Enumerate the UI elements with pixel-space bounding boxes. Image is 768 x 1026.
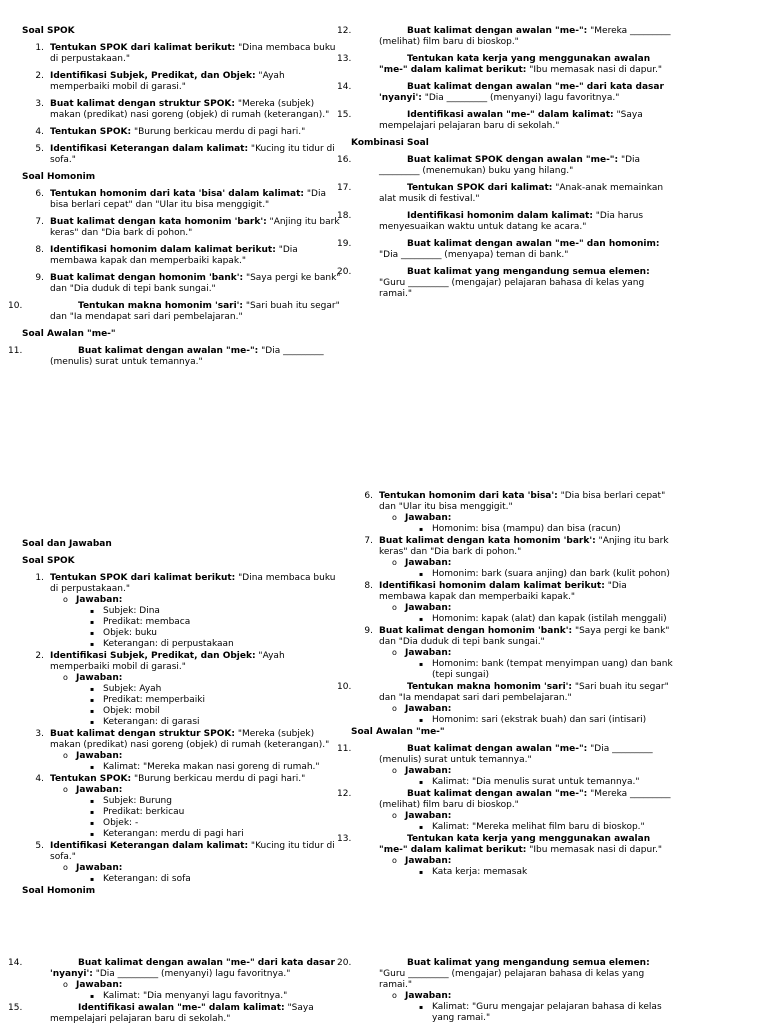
question-item (337, 267, 673, 300)
question-number: 14. (8, 958, 23, 968)
question-item (337, 789, 673, 833)
question-text: "Dia _________ (menulis) surat untuk temannya." (50, 346, 324, 367)
answer-block (50, 595, 344, 650)
question-number: 13. (337, 834, 352, 844)
question-text: "Kucing itu tidur di sofa." (50, 841, 335, 862)
question-item (337, 239, 673, 261)
question-instruction: Buat kalimat dengan awalan "me-": (407, 789, 588, 799)
answer-list (405, 569, 673, 580)
question-item (337, 183, 673, 205)
question-number: 20. (337, 958, 352, 968)
question-item (337, 744, 673, 788)
answer-list (405, 614, 673, 625)
question-item (337, 54, 673, 76)
answer-list (405, 867, 673, 878)
question-item (337, 155, 673, 177)
question-item (351, 491, 673, 535)
question-number: 2. (35, 71, 44, 81)
answer-list (76, 796, 344, 840)
section-heading: Soal Awalan "me-" (22, 329, 116, 339)
answer-label: o Jawaban: (405, 648, 673, 659)
answer-item: ▪ Keterangan: merdu di pagi hari (103, 829, 344, 840)
answer-label: o Jawaban: (405, 811, 673, 822)
answer-item: ▪ Kata kerja: memasak (432, 867, 673, 878)
question-item (351, 581, 673, 625)
question-instruction: Buat kalimat dengan struktur SPOK: (50, 729, 235, 739)
question-item (22, 841, 344, 885)
question-text: "Sari buah itu segar" dan "Ia mendapat sari dari pembelajaran." (379, 682, 669, 703)
answer-block (379, 648, 673, 681)
question-number: 10. (8, 301, 23, 311)
question-item (22, 71, 344, 93)
question-item (22, 774, 344, 840)
answer-block (50, 673, 344, 728)
answer-item: ▪ Kalimat: "Guru mengajar pelajaran bahasa di kelas yang ramai." (432, 1002, 673, 1024)
question-text: "Dia _________ (menemukan) buku yang hilang." (379, 155, 641, 176)
question-instruction: Identifikasi awalan "me-" dalam kalimat: (78, 1003, 285, 1013)
question-text: "Dia membawa kapak dan memperbaiki kapak." (379, 581, 627, 602)
answer-item: ▪ Kalimat: "Dia menyanyi lagu favoritnya." (103, 991, 344, 1002)
question-number: 18. (337, 211, 352, 221)
question-number: 1. (35, 43, 44, 53)
question-instruction: Tentukan SPOK dari kalimat berikut: (50, 43, 236, 53)
question-text: "Mereka _________ (melihat) film baru di bioskop." (379, 789, 671, 810)
answer-item: ▪ Homonim: kapak (alat) dan kapak (istilah menggali) (432, 614, 673, 625)
question-instruction: Buat kalimat dengan awalan "me-": (78, 346, 259, 356)
question-text: "Dina membaca buku di perpustakaan." (50, 43, 336, 64)
section-heading: Kombinasi Soal (351, 138, 429, 148)
question-item (351, 536, 673, 580)
question-text: "Dia _________ (menyanyi) lagu favoritnya." (92, 969, 291, 979)
question-instruction: Buat kalimat dengan awalan "me-" dari kata dasar 'nyanyi': (379, 82, 664, 103)
question-item (337, 82, 673, 104)
question-number: 7. (35, 217, 44, 227)
answer-label: o Jawaban: (76, 863, 344, 874)
answer-label: o Jawaban: (405, 513, 673, 524)
question-text: "Ayah memperbaiki mobil di garasi." (50, 71, 285, 92)
answer-label: o Jawaban: (76, 595, 344, 606)
question-number: 20. (337, 267, 352, 277)
question-text: "Guru _________ (mengajar) pelajaran bahasa di kelas yang ramai." (379, 969, 645, 990)
question-instruction: Tentukan homonim dari kata 'bisa': (379, 491, 558, 501)
question-number: 15. (337, 110, 352, 120)
answer-list (76, 991, 344, 1002)
question-item (337, 834, 673, 878)
question-number: 5. (35, 144, 44, 154)
question-text: "Ibu memasak nasi di dapur." (526, 845, 663, 855)
question-text: "Dina membaca buku di perpustakaan." (50, 573, 336, 594)
question-item (22, 651, 344, 728)
question-instruction: Buat kalimat dengan awalan "me-": (407, 744, 588, 754)
question-number: 11. (337, 744, 352, 754)
question-instruction: Tentukan SPOK dari kalimat berikut: (50, 573, 236, 583)
question-item (337, 110, 673, 132)
question-instruction: Identifikasi Keterangan dalam kalimat: (50, 144, 249, 154)
answer-list (405, 1002, 673, 1024)
question-text: "Ibu memasak nasi di dapur." (526, 65, 663, 75)
question-number: 3. (35, 729, 44, 739)
question-number: 19. (337, 239, 352, 249)
question-item (337, 211, 673, 233)
answer-item: ▪ Kalimat: "Dia menulis surat untuk temannya." (432, 777, 673, 788)
question-item (351, 626, 673, 681)
question-number: 17. (337, 183, 352, 193)
question-number: 2. (35, 651, 44, 661)
question-text: "Kucing itu tidur di sofa." (50, 144, 335, 165)
answer-item: ▪ Keterangan: di perpustakaan (103, 639, 344, 650)
question-text: "Dia bisa berlari cepat" dan "Ular itu bisa menggigit." (379, 491, 666, 512)
answer-block (379, 603, 673, 625)
question-text: "Anak-anak memainkan alat musik di festival." (379, 183, 664, 204)
question-item (22, 127, 344, 138)
question-text: "Guru _________ (mengajar) pelajaran bahasa di kelas yang ramai." (379, 278, 645, 299)
question-instruction: Identifikasi homonim dalam kalimat berikut: (379, 581, 605, 591)
answer-label: o Jawaban: (405, 558, 673, 569)
section-heading: Soal Homonim (22, 886, 96, 896)
question-number: 11. (8, 346, 23, 356)
question-instruction: Tentukan homonim dari kata 'bisa' dalam kalimat: (50, 189, 305, 199)
question-instruction: Tentukan makna homonim 'sari': (407, 682, 573, 692)
question-text: "Mereka (subjek) makan (predikat) nasi goreng (objek) di rumah (keterangan)." (50, 99, 330, 120)
question-instruction: Buat kalimat dengan awalan "me-" dari kata dasar 'nyanyi': (50, 958, 335, 979)
section-heading: Soal SPOK (22, 26, 75, 36)
answer-label: o Jawaban: (405, 856, 673, 867)
answer-list (405, 659, 673, 681)
question-number: 7. (364, 536, 373, 546)
question-text: "Saya pergi ke bank" dan "Dia duduk di tepi bank sungai." (379, 626, 670, 647)
answer-list (76, 684, 344, 728)
question-instruction: Tentukan SPOK dari kalimat: (407, 183, 553, 193)
question-number: 3. (35, 99, 44, 109)
question-item (22, 245, 344, 267)
question-text: "Mereka (subjek) makan (predikat) nasi goreng (objek) di rumah (keterangan)." (50, 729, 330, 750)
question-number: 4. (35, 774, 44, 784)
page3-right-column (337, 958, 673, 1025)
question-text: "Anjing itu bark keras" dan "Dia bark di pohon." (50, 217, 340, 238)
question-instruction: Buat kalimat yang mengandung semua elemen: (407, 267, 650, 277)
question-instruction: Identifikasi Subjek, Predikat, dan Objek: (50, 71, 256, 81)
answer-list (405, 822, 673, 833)
question-instruction: Tentukan makna homonim 'sari': (78, 301, 244, 311)
question-number: 10. (337, 682, 352, 692)
answer-item: ▪ Objek: - (103, 818, 344, 829)
question-number: 4. (35, 127, 44, 137)
answer-item: ▪ Predikat: membaca (103, 617, 344, 628)
question-item (22, 144, 344, 166)
question-number: 6. (35, 189, 44, 199)
question-text: "Dia _________ (menyanyi) lagu favoritnya." (421, 93, 620, 103)
answer-block (379, 513, 673, 535)
answer-item: ▪ Kalimat: "Mereka melihat film baru di bioskop." (432, 822, 673, 833)
question-item (8, 1003, 344, 1025)
question-instruction: Identifikasi Keterangan dalam kalimat: (50, 841, 249, 851)
question-text: "Dia _________ (menulis) surat untuk temannya." (379, 744, 653, 765)
question-instruction: Tentukan SPOK: (50, 774, 132, 784)
page3-left-column (8, 958, 344, 1026)
question-instruction: Identifikasi homonim dalam kalimat berikut: (50, 245, 276, 255)
answer-block (379, 558, 673, 580)
question-item (22, 43, 344, 65)
question-number: 15. (8, 1003, 23, 1013)
question-number: 9. (35, 273, 44, 283)
question-instruction: Buat kalimat dengan struktur SPOK: (50, 99, 235, 109)
question-number: 1. (35, 573, 44, 583)
page1-right-column (337, 26, 673, 306)
question-item (8, 958, 344, 1002)
answer-label: o Jawaban: (76, 673, 344, 684)
question-text: "Dia bisa berlari cepat" dan "Ular itu bisa menggigit." (50, 189, 326, 210)
question-instruction: Identifikasi Subjek, Predikat, dan Objek: (50, 651, 256, 661)
question-text: "Burung berkicau merdu di pagi hari." (131, 127, 306, 137)
question-instruction: Buat kalimat dengan kata homonim 'bark': (379, 536, 596, 546)
question-text: "Saya pergi ke bank" dan "Dia duduk di tepi bank sungai." (50, 273, 341, 294)
question-item (22, 573, 344, 650)
question-text: "Dia _________ (menyapa) teman di bank." (379, 250, 569, 260)
answer-list (405, 524, 673, 535)
section-heading: Soal Awalan "me-" (351, 727, 445, 737)
question-item (8, 301, 344, 323)
answer-item: ▪ Subjek: Burung (103, 796, 344, 807)
answer-item: ▪ Homonim: bank (tempat menyimpan uang) dan bank (tepi sungai) (432, 659, 673, 681)
answer-item: ▪ Objek: mobil (103, 706, 344, 717)
answer-label: o Jawaban: (76, 751, 344, 762)
answer-item: ▪ Homonim: bisa (mampu) dan bisa (racun) (432, 524, 673, 535)
answer-label: o Jawaban: (405, 603, 673, 614)
question-item (22, 217, 344, 239)
question-number: 14. (337, 82, 352, 92)
question-number: 8. (35, 245, 44, 255)
answer-block (50, 751, 344, 773)
question-instruction: Buat kalimat SPOK dengan awalan "me-": (407, 155, 619, 165)
section-heading: Soal dan Jawaban (22, 539, 112, 549)
question-number: 6. (364, 491, 373, 501)
answer-block (379, 766, 673, 788)
question-instruction: Buat kalimat dengan awalan "me-" dan homonim: (407, 239, 660, 249)
answer-item: ▪ Kalimat: "Mereka makan nasi goreng di rumah." (103, 762, 344, 773)
answer-list (76, 606, 344, 650)
question-item (8, 346, 344, 368)
question-text: "Dia membawa kapak dan memperbaiki kapak." (50, 245, 298, 266)
question-item (22, 189, 344, 211)
question-instruction: Buat kalimat dengan awalan "me-": (407, 26, 588, 36)
answer-block (50, 980, 344, 1002)
question-instruction: Tentukan SPOK: (50, 127, 132, 137)
answer-label: o Jawaban: (405, 991, 673, 1002)
question-item (337, 682, 673, 726)
question-item (22, 729, 344, 773)
section-heading: Soal SPOK (22, 556, 75, 566)
question-number: 16. (337, 155, 352, 165)
question-number: 12. (337, 789, 352, 799)
question-instruction: Buat kalimat dengan kata homonim 'bark': (50, 217, 267, 227)
answer-list (76, 762, 344, 773)
question-number: 5. (35, 841, 44, 851)
answer-item: ▪ Homonim: sari (ekstrak buah) dan sari (intisari) (432, 715, 673, 726)
question-text: "Mereka _________ (melihat) film baru di bioskop." (379, 26, 671, 47)
answer-block (379, 856, 673, 878)
answer-item: ▪ Keterangan: di garasi (103, 717, 344, 728)
question-item (337, 26, 673, 48)
question-text: "Sari buah itu segar" dan "Ia mendapat sari dari pembelajaran." (50, 301, 340, 322)
answer-block (379, 991, 673, 1024)
question-instruction: Tentukan kata kerja yang menggunakan awalan "me-" dalam kalimat berikut: (379, 834, 651, 855)
question-instruction: Buat kalimat dengan homonim 'bank': (379, 626, 573, 636)
question-item (337, 958, 673, 1024)
answer-item: ▪ Keterangan: di sofa (103, 874, 344, 885)
question-text: "Burung berkicau merdu di pagi hari." (131, 774, 306, 784)
answer-item: ▪ Subjek: Dina (103, 606, 344, 617)
question-instruction: Identifikasi homonim dalam kalimat: (407, 211, 593, 221)
question-item (22, 99, 344, 121)
answer-block (379, 811, 673, 833)
answer-list (405, 715, 673, 726)
question-instruction: Identifikasi awalan "me-" dalam kalimat: (407, 110, 614, 120)
question-text: "Saya mempelajari pelajaran baru di sekolah." (379, 110, 643, 131)
question-item (22, 273, 344, 295)
question-text: "Ayah memperbaiki mobil di garasi." (50, 651, 285, 672)
question-number: 13. (337, 54, 352, 64)
answer-list (405, 777, 673, 788)
answer-label: o Jawaban: (405, 766, 673, 777)
page1-left-column (8, 26, 344, 374)
answer-item: ▪ Predikat: memperbaiki (103, 695, 344, 706)
question-text: "Anjing itu bark keras" dan "Dia bark di pohon." (379, 536, 669, 557)
answer-block (379, 704, 673, 726)
question-text: "Dia harus menyesuaikan waktu untuk datang ke acara." (379, 211, 644, 232)
question-number: 12. (337, 26, 352, 36)
question-number: 8. (364, 581, 373, 591)
question-text: "Saya mempelajari pelajaran baru di sekolah." (50, 1003, 314, 1024)
question-number: 9. (364, 626, 373, 636)
answer-item: ▪ Subjek: Ayah (103, 684, 344, 695)
answer-label: o Jawaban: (76, 785, 344, 796)
question-instruction: Buat kalimat yang mengandung semua elemen: (407, 958, 650, 968)
page2-right-column (337, 491, 673, 879)
page2-left-column (22, 539, 344, 903)
section-heading: Soal Homonim (22, 172, 96, 182)
question-instruction: Buat kalimat dengan homonim 'bank': (50, 273, 244, 283)
answer-label: o Jawaban: (405, 704, 673, 715)
question-instruction: Tentukan kata kerja yang menggunakan awalan "me-" dalam kalimat berikut: (379, 54, 651, 75)
answer-list (76, 874, 344, 885)
answer-block (50, 785, 344, 840)
answer-item: ▪ Homonim: bark (suara anjing) dan bark (kulit pohon) (432, 569, 673, 580)
answer-block (50, 863, 344, 885)
answer-item: ▪ Objek: buku (103, 628, 344, 639)
answer-label: o Jawaban: (76, 980, 344, 991)
answer-item: ▪ Predikat: berkicau (103, 807, 344, 818)
